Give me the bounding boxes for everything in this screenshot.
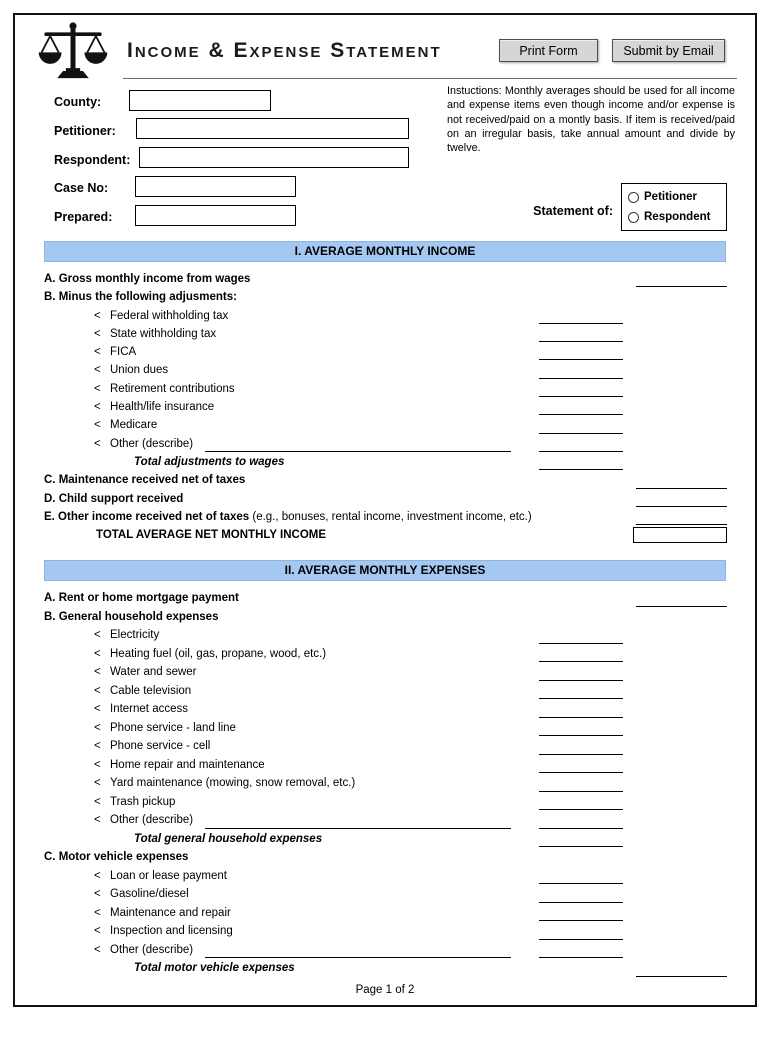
bullet-glyph: < [94, 364, 101, 377]
other-describe-line[interactable] [205, 451, 511, 452]
bullet-glyph: < [94, 401, 101, 414]
cable-tv-line[interactable] [539, 698, 623, 699]
row-health-insurance [15, 398, 755, 416]
prepared-input[interactable] [135, 205, 296, 226]
statement-respondent-option[interactable] [626, 207, 722, 227]
row-heating-fuel [15, 645, 755, 664]
row-maintenance-received [15, 471, 755, 489]
respondent-input[interactable] [139, 147, 409, 168]
row-label: Other (describe) [110, 943, 194, 956]
row-yard-maintenance [15, 774, 755, 793]
internet-line[interactable] [539, 717, 623, 718]
bullet-glyph: < [94, 382, 101, 395]
maintenance-received-line[interactable] [636, 488, 727, 489]
case-no-label: Case No: [54, 181, 109, 195]
bullet-glyph: < [94, 647, 101, 660]
bullet-glyph: < [94, 925, 101, 938]
gross-wages-amount-line[interactable] [636, 286, 727, 287]
row-label: Total adjustments to wages [134, 455, 285, 468]
submit-by-email-button[interactable]: Submit by Email [612, 39, 725, 62]
row-federal-withholding [15, 307, 755, 325]
union-dues-line[interactable] [539, 378, 623, 379]
case-no-input[interactable] [135, 176, 296, 197]
trash-pickup-line[interactable] [539, 809, 623, 810]
row-total-household [15, 830, 755, 849]
row-total-motor [15, 959, 755, 978]
petitioner-radio[interactable] [628, 192, 639, 203]
row-rent-mortgage [15, 589, 755, 608]
total-adjustments-line[interactable] [539, 469, 623, 470]
household-other-describe-line[interactable] [205, 828, 511, 829]
row-total-net-income [15, 526, 755, 544]
row-vehicle-maintenance [15, 904, 755, 923]
row-loan-lease [15, 867, 755, 886]
row-cable-tv [15, 682, 755, 701]
yard-maintenance-line[interactable] [539, 791, 623, 792]
row-label: TOTAL AVERAGE NET MONTHLY INCOME [96, 529, 327, 542]
row-label: B. General household expenses [44, 610, 219, 623]
inspection-licensing-line[interactable] [539, 939, 623, 940]
row-gross-wages [15, 270, 755, 288]
row-label: Maintenance and repair [110, 906, 231, 919]
row-home-repair [15, 756, 755, 775]
row-label: A. Rent or home mortgage payment [44, 592, 239, 605]
row-label: C. Maintenance received net of taxes [44, 474, 246, 487]
row-label: Gasoline/diesel [110, 888, 189, 901]
row-inspection-licensing [15, 922, 755, 941]
bullet-glyph: < [94, 888, 101, 901]
row-phone-landline [15, 719, 755, 738]
bullet-glyph: < [94, 721, 101, 734]
state-withholding-line[interactable] [539, 341, 623, 342]
form-page [13, 13, 757, 1007]
health-insurance-line[interactable] [539, 414, 623, 415]
row-water-sewer [15, 663, 755, 682]
row-label [44, 508, 532, 526]
fica-line[interactable] [539, 359, 623, 360]
total-household-line[interactable] [539, 846, 623, 847]
row-household-other [15, 811, 755, 830]
retirement-line[interactable] [539, 396, 623, 397]
bullet-glyph: < [94, 703, 101, 716]
row-income-other [15, 435, 755, 453]
medicare-line[interactable] [539, 433, 623, 434]
bullet-glyph: < [94, 309, 101, 322]
expense-rows [15, 581, 755, 978]
scales-of-justice-icon [37, 21, 109, 81]
motor-other-amount-line[interactable] [539, 957, 623, 958]
motor-other-describe-line[interactable] [205, 957, 511, 958]
row-child-support [15, 490, 755, 508]
statement-of-label: Statement of: [533, 204, 613, 218]
loan-lease-line[interactable] [539, 883, 623, 884]
row-label: Health/life insurance [110, 401, 215, 414]
row-gasoline [15, 885, 755, 904]
rent-mortgage-line[interactable] [636, 606, 727, 607]
row-other-income [15, 508, 755, 526]
row-label: Electricity [110, 629, 160, 642]
bullet-glyph: < [94, 437, 101, 450]
instructions-text: Instuctions: Monthly averages should be used for all income and expense items even though income and/or expense is not received/paid on a montly basis. If item is received/paid on an irregular basis, take annual amount and divide by twelve. [447, 85, 735, 155]
phone-cell-line[interactable] [539, 754, 623, 755]
section-income-header: I. AVERAGE MONTHLY INCOME [44, 241, 726, 262]
statement-of-box [621, 183, 727, 231]
row-label: A. Gross monthly income from wages [44, 273, 251, 285]
row-label: C. Motor vehicle expenses [44, 851, 189, 864]
row-label: Union dues [110, 364, 169, 377]
home-repair-line[interactable] [539, 772, 623, 773]
row-label: Federal withholding tax [110, 309, 229, 322]
heating-fuel-line[interactable] [539, 661, 623, 662]
bullet-glyph: < [94, 740, 101, 753]
page-number: Page 1 of 2 [355, 983, 415, 996]
vehicle-maintenance-line[interactable] [539, 920, 623, 921]
row-label: Phone service - land line [110, 721, 236, 734]
section-expenses-header: II. AVERAGE MONTHLY EXPENSES [44, 560, 726, 581]
bullet-glyph: < [94, 814, 101, 827]
phone-landline-line[interactable] [539, 735, 623, 736]
row-label: B. Minus the following adjusments: [44, 291, 237, 304]
bullet-glyph: < [94, 684, 101, 697]
county-label: County: [54, 95, 102, 109]
bullet-glyph: < [94, 346, 101, 359]
row-label: Total motor vehicle expenses [134, 962, 295, 975]
row-label: Phone service - cell [110, 740, 211, 753]
row-label: Retirement contributions [110, 382, 235, 395]
bullet-glyph: < [94, 629, 101, 642]
row-internet [15, 700, 755, 719]
water-sewer-line[interactable] [539, 680, 623, 681]
electricity-line[interactable] [539, 643, 623, 644]
petitioner-input[interactable] [136, 118, 409, 139]
page-title: Income & Expense Statement [127, 39, 442, 62]
income-rows [15, 262, 755, 548]
bullet-glyph: < [94, 795, 101, 808]
row-motor-other [15, 941, 755, 960]
petitioner-label: Petitioner: [54, 124, 116, 138]
household-other-amount-line[interactable] [539, 828, 623, 829]
row-union-dues [15, 361, 755, 379]
row-label: Trash pickup [110, 795, 176, 808]
row-motor-vehicle [15, 848, 755, 867]
federal-withholding-line[interactable] [539, 323, 623, 324]
row-label: Internet access [110, 703, 188, 716]
bullet-glyph: < [94, 906, 101, 919]
prepared-label: Prepared: [54, 210, 113, 224]
row-electricity [15, 626, 755, 645]
row-label: Water and sewer [110, 666, 197, 679]
row-label: Other (describe) [110, 814, 194, 827]
total-net-income-field[interactable] [633, 527, 727, 543]
row-fica [15, 343, 755, 361]
row-label: Total general household expenses [134, 832, 323, 845]
other-income-line[interactable] [636, 524, 727, 525]
statement-petitioner-option[interactable] [626, 187, 722, 207]
row-medicare [15, 416, 755, 434]
row-label-bold: E. Other income received net of taxes [44, 510, 250, 523]
bullet-glyph: < [94, 666, 101, 679]
bullet-glyph: < [94, 758, 101, 771]
row-label: Inspection and licensing [110, 925, 233, 938]
bullet-glyph: < [94, 943, 101, 956]
row-label: D. Child support received [44, 492, 184, 505]
other-amount-line[interactable] [539, 451, 623, 452]
respondent-label: Respondent: [54, 153, 131, 167]
row-minus-adjustments [15, 288, 755, 306]
row-label: Home repair and maintenance [110, 758, 265, 771]
row-label: FICA [110, 346, 137, 359]
respondent-radio-label: Respondent [644, 211, 711, 223]
form-header [15, 15, 755, 241]
row-general-household [15, 608, 755, 627]
row-label: Cable television [110, 684, 192, 697]
row-label: Other (describe) [110, 437, 194, 450]
row-total-adjustments [15, 453, 755, 471]
total-motor-line[interactable] [636, 976, 727, 977]
bullet-glyph: < [94, 419, 101, 432]
row-label: Yard maintenance (mowing, snow removal, etc.) [110, 777, 356, 790]
row-label: Heating fuel (oil, gas, propane, wood, etc.) [110, 647, 327, 660]
child-support-line[interactable] [636, 506, 727, 507]
row-retirement [15, 380, 755, 398]
gasoline-line[interactable] [539, 902, 623, 903]
row-phone-cell [15, 737, 755, 756]
row-label: Loan or lease payment [110, 869, 227, 882]
row-label: State withholding tax [110, 327, 217, 340]
row-label: Medicare [110, 419, 158, 432]
bullet-glyph: < [94, 327, 101, 340]
header-divider [123, 78, 737, 79]
row-label-rest: (e.g., bonuses, rental income, investment income, etc.) [249, 510, 532, 523]
respondent-radio[interactable] [628, 212, 639, 223]
row-trash-pickup [15, 793, 755, 812]
petitioner-radio-label: Petitioner [644, 191, 698, 203]
row-state-withholding [15, 325, 755, 343]
bullet-glyph: < [94, 869, 101, 882]
county-input[interactable] [129, 90, 271, 111]
bullet-glyph: < [94, 777, 101, 790]
print-form-button[interactable]: Print Form [499, 39, 598, 62]
